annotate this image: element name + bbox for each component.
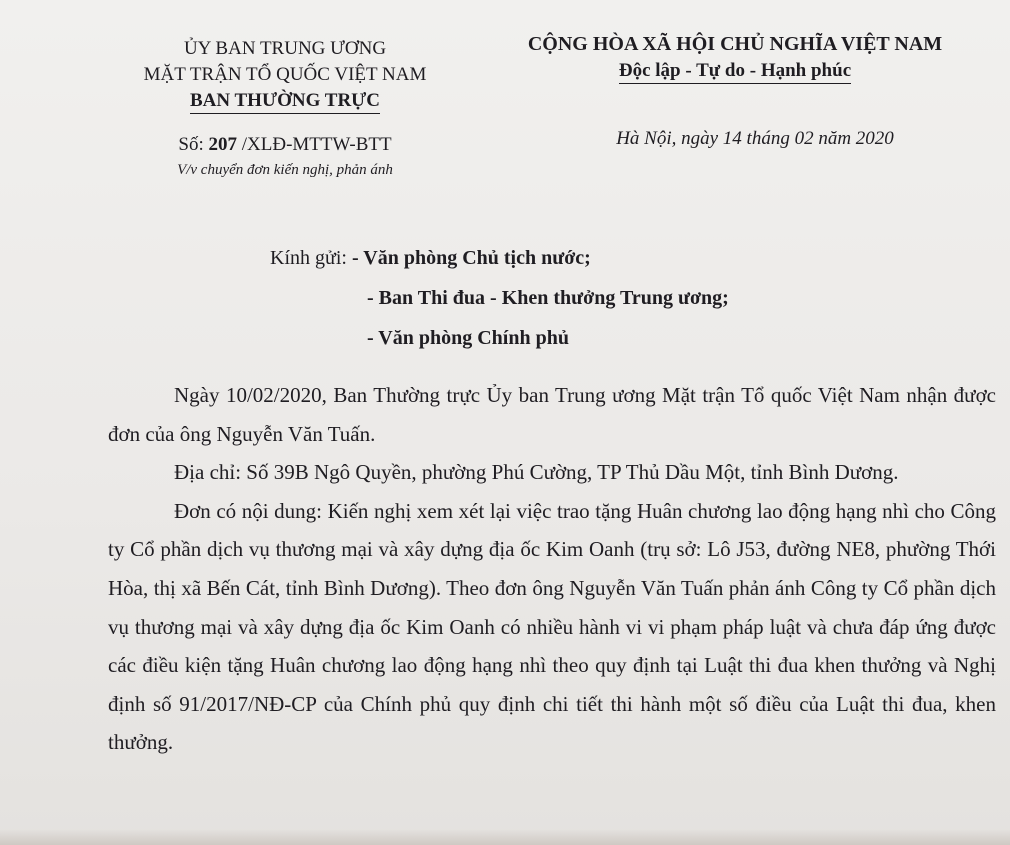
document-number — [95, 133, 475, 157]
agency-name-line1: ỦY BAN TRUNG ƯƠNG — [183, 38, 387, 59]
agency-name-line2: MẶT TRẬN TỔ QUỐC VIỆT NAM — [143, 64, 427, 85]
recipient-line — [270, 318, 729, 358]
recipient-name: - Ban Thi đua - Khen thưởng Trung ương; — [367, 287, 729, 309]
national-motto: Độc lập - Tự do - Hạnh phúc — [619, 59, 851, 84]
recipients-label: Kính gửi: — [270, 247, 352, 269]
recipient-line — [270, 278, 729, 318]
issuing-agency-block — [95, 36, 475, 114]
place-and-date: Hà Nội, ngày 14 tháng 02 năm 2020 — [616, 128, 894, 149]
recipients-block — [270, 238, 729, 358]
body-paragraph: Địa chỉ: Số 39B Ngô Quyền, phường Phú Cường, TP Thủ Dầu Một, tỉnh Bình Dương. — [174, 460, 899, 485]
doc-number-prefix: Số: — [178, 134, 209, 155]
department-name: BAN THƯỜNG TRỰC — [190, 89, 380, 114]
body-paragraph: Đơn có nội dung: Kiến nghị xem xét lại việc trao tặng Huân chương lao động hạng nhì cho Công ty Cổ phần dịch vụ thương mại và xây dựng địa ốc Kim Oanh (trụ sở: Lô J53, đường NE8, phường Thới Hòa, thị xã Bến Cát, tỉnh Bình Dương). Theo đơn ông Nguyễn Văn Tuấn phản ánh Công ty Cổ phần dịch vụ thương mại và xây dựng địa ốc Kim Oanh có nhiều hành vi vi phạm pháp luật và chưa đáp ứng được các điều kiện tặng Huân chương lao động hạng nhì theo quy định tại Luật thi đua khen thưởng và Nghị định số 91/2017/NĐ-CP của Chính phủ quy định chi tiết thi hành một số điều của Luật thi đua, khen thưởng. — [108, 498, 996, 755]
recipient-name: - Văn phòng Chủ tịch nước; — [351, 247, 591, 269]
page-bottom-shadow — [0, 829, 1010, 845]
letter-body — [108, 376, 996, 762]
national-heading-block — [480, 30, 990, 86]
recipient-name: - Văn phòng Chính phủ — [367, 327, 569, 349]
country-name: CỘNG HÒA XÃ HỘI CHỦ NGHĨA VIỆT NAM — [527, 33, 943, 55]
document-subject: V/v chuyển đơn kiến nghị, phản ánh — [177, 162, 393, 178]
doc-number-suffix: /XLĐ-MTTW-BTT — [237, 134, 392, 155]
recipient-line — [270, 238, 729, 278]
doc-number-value: 207 — [208, 134, 237, 155]
body-paragraph: Ngày 10/02/2020, Ban Thường trực Ủy ban Trung ương Mặt trận Tổ quốc Việt Nam nhận được đơn của ông Nguyễn Văn Tuấn. — [108, 383, 996, 446]
